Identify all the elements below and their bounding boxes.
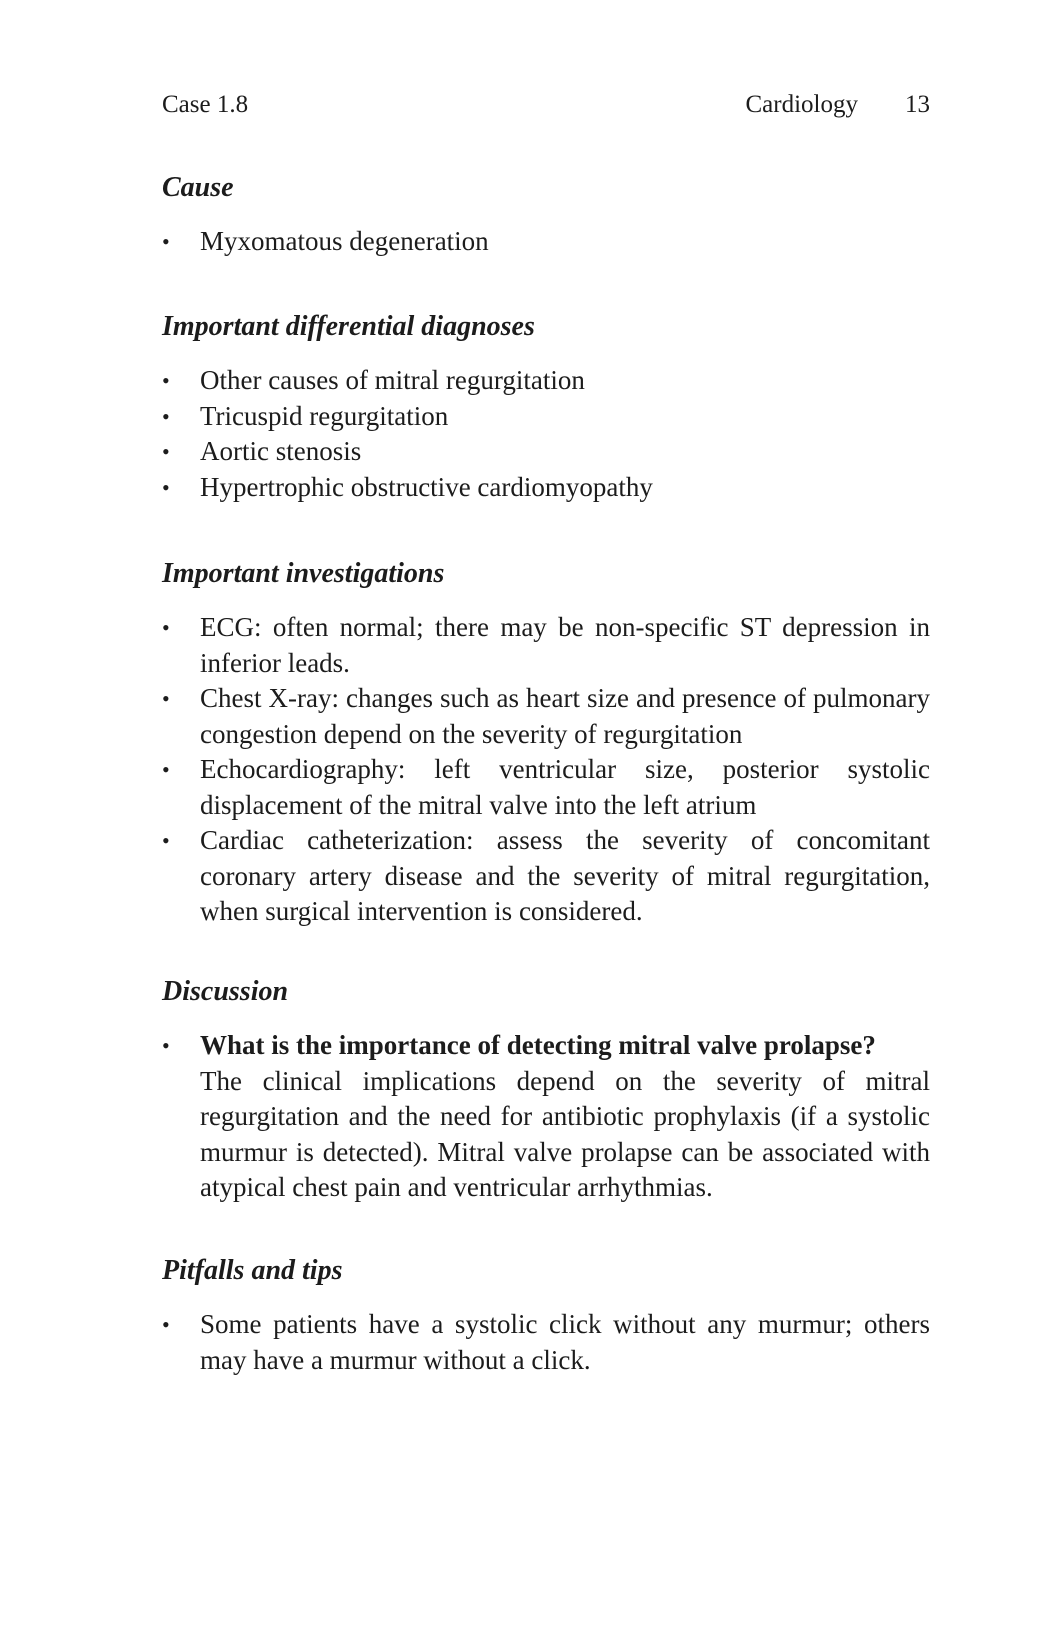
section-discussion	[162, 974, 930, 1206]
list-item	[162, 681, 930, 752]
list-item	[162, 752, 930, 823]
bullet-list	[162, 610, 930, 930]
list-item-text: Echocardiography: left ventricular size, posterior systolic displacement of the mitral valve into the left atrium	[200, 754, 930, 820]
list-item	[162, 610, 930, 681]
list-item	[162, 224, 930, 260]
discussion-question: What is the importance of detecting mitral valve prolapse?	[200, 1030, 876, 1060]
bullet-list	[162, 363, 930, 505]
case-label: Case 1.8	[162, 91, 249, 118]
section-pitfalls-and-tips	[162, 1253, 930, 1378]
list-item-text: ECG: often normal; there may be non-specific ST depression in inferior leads.	[200, 612, 930, 678]
list-item	[162, 823, 930, 930]
section-cause	[162, 170, 930, 260]
bullet-mark: •	[162, 229, 170, 254]
running-head	[162, 88, 930, 122]
bullet-list	[162, 224, 930, 260]
section-title: Cardiology	[745, 91, 858, 118]
list-item-text: Myxomatous degeneration	[200, 226, 489, 256]
bullet-mark: •	[162, 403, 170, 429]
section-differential-diagnoses	[162, 309, 930, 505]
list-item	[162, 1028, 930, 1206]
page-number: 13	[905, 91, 930, 118]
list-item-text: Other causes of mitral regurgitation	[200, 365, 585, 395]
bullet-mark: •	[162, 474, 170, 500]
list-item-text: Hypertrophic obstructive cardiomyopathy	[200, 471, 653, 502]
list-item-text: Aortic stenosis	[200, 436, 362, 466]
list-item	[162, 470, 930, 506]
section-heading: Important investigations	[162, 558, 445, 589]
bullet-mark: •	[162, 757, 170, 782]
section-heading: Discussion	[162, 976, 289, 1007]
discussion-answer: The clinical implications depend on the severity of mitral regurgitation and the need for antibiotic prophylaxis (if a systolic murmur is detected). Mitral valve prolapse can be associated with atypical chest pain and ventricular arrhythmias.	[200, 1065, 930, 1202]
section-investigations	[162, 556, 930, 930]
list-item	[162, 399, 930, 435]
section-heading: Pitfalls and tips	[162, 1255, 343, 1286]
section-heading: Cause	[162, 172, 234, 203]
bullet-mark: •	[162, 615, 170, 640]
bullet-mark: •	[162, 828, 170, 853]
bullet-mark: •	[162, 1033, 170, 1058]
list-item-text: Cardiac catheterization: assess the severity of concomitant coronary artery disease and the severity of mitral regurgitation, when surgical intervention is considered.	[200, 825, 930, 926]
list-item	[162, 434, 930, 470]
bullet-mark: •	[162, 1312, 170, 1337]
list-item	[162, 363, 930, 399]
bullet-list	[162, 1307, 930, 1378]
list-item-text: Some patients have a systolic click without any murmur; others may have a murmur without a click.	[200, 1309, 930, 1375]
bullet-list	[162, 1028, 930, 1206]
bullet-mark: •	[162, 439, 170, 464]
section-heading: Important differential diagnoses	[162, 311, 535, 342]
bullet-mark: •	[162, 686, 170, 711]
bullet-mark: •	[162, 368, 170, 393]
list-item-text: Tricuspid regurgitation	[200, 400, 449, 431]
list-item-text: Chest X-ray: changes such as heart size and presence of pulmonary congestion depend on the severity of regurgitation	[200, 683, 930, 749]
list-item	[162, 1307, 930, 1378]
